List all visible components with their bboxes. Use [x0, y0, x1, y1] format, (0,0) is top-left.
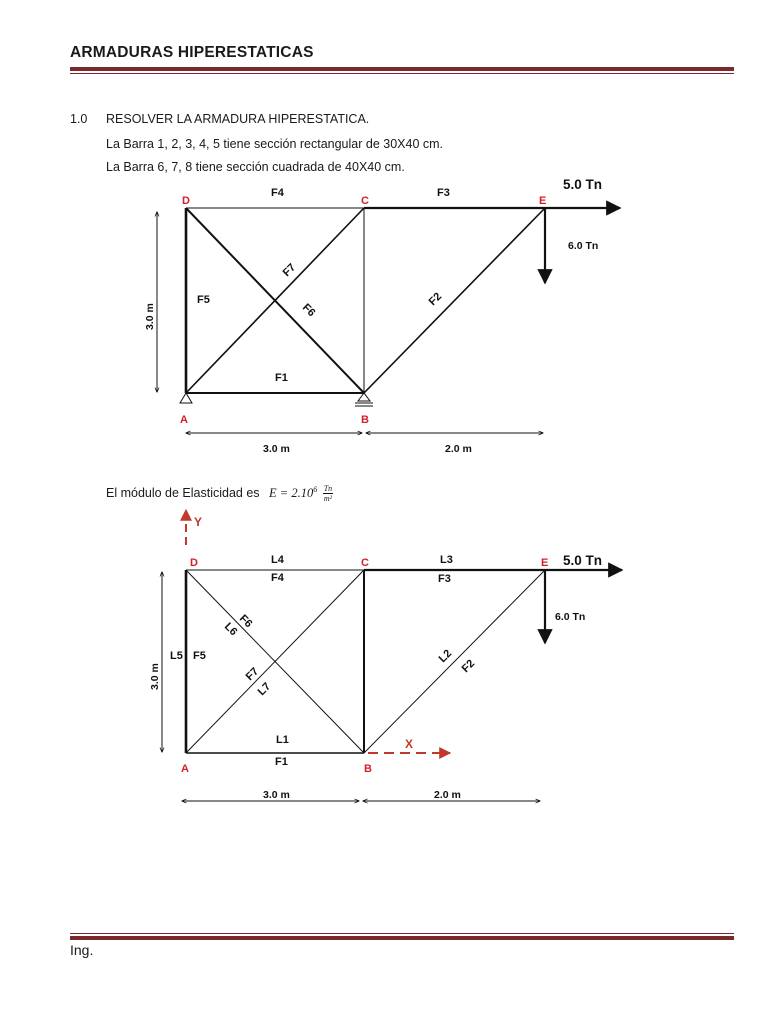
problem-line-2: La Barra 6, 7, 8 tiene sección cuadrada de 40X40 cm. — [106, 160, 405, 174]
footer-text: Ing. — [70, 942, 94, 958]
force-label-f4: F4 — [271, 572, 284, 584]
load2-label-horizontal: 5.0 Tn — [563, 553, 603, 568]
load-label-horizontal: 5.0 Tn — [563, 177, 603, 192]
force-label-f5: F5 — [193, 650, 206, 662]
member-label-f6: F6 — [299, 301, 318, 320]
node-label-b: B — [361, 414, 369, 426]
length-label-l6: L6 — [221, 620, 240, 639]
dim-label-span2: 2.0 m — [445, 443, 472, 455]
node2-label-c: C — [361, 557, 369, 569]
force-label-f1: F1 — [275, 756, 288, 768]
x-axis-label: X — [405, 737, 414, 751]
dim-label-span1: 3.0 m — [263, 443, 290, 455]
load2-label-vertical: 6.0 Tn — [555, 611, 586, 623]
member-label-f1: F1 — [275, 372, 288, 384]
modulus-exponent: 6 — [313, 484, 318, 494]
node2-label-b: B — [364, 763, 372, 775]
force-label-f7: F7 — [243, 665, 262, 684]
node2-label-d: D — [190, 557, 198, 569]
footer-rule-thin — [70, 933, 734, 934]
modulus-lhs: E = 2.10 — [269, 485, 314, 500]
problem-number: 1.0 — [70, 112, 88, 126]
modulus-text: El módulo de Elasticidad es — [106, 485, 260, 500]
force-label-f6: F6 — [236, 612, 255, 631]
node-label-e: E — [539, 195, 547, 207]
node2-label-e: E — [541, 557, 549, 569]
node-label-c: C — [361, 195, 369, 207]
problem-line-1: La Barra 1, 2, 3, 4, 5 tiene sección rectangular de 30X40 cm. — [106, 137, 444, 151]
length-label-l3: L3 — [440, 554, 453, 566]
modulus-unit-den: m² — [323, 494, 333, 503]
dim2-label-span2: 2.0 m — [434, 789, 461, 801]
node2-label-a: A — [181, 763, 189, 775]
length-label-l1: L1 — [276, 734, 289, 746]
member-label-f2: F2 — [426, 290, 445, 309]
member-label-f7: F7 — [280, 261, 299, 280]
problem-statement: RESOLVER LA ARMADURA HIPERESTATICA. — [106, 112, 370, 126]
page-header-title: ARMADURAS HIPERESTATICAS — [70, 44, 314, 61]
node-label-d: D — [182, 195, 190, 207]
member2-f2 — [364, 570, 545, 753]
length-label-l4: L4 — [271, 554, 284, 566]
node-label-a: A — [180, 414, 188, 426]
load-label-vertical: 6.0 Tn — [568, 240, 599, 252]
dim2-label-span1: 3.0 m — [263, 789, 290, 801]
force-label-f3: F3 — [438, 573, 451, 585]
member-label-f4: F4 — [271, 187, 284, 199]
y-axis-label: Y — [194, 515, 203, 529]
length-label-l2: L2 — [436, 647, 455, 666]
modulus-unit-num: Tn — [323, 484, 333, 493]
dim-label-height: 3.0 m — [144, 303, 156, 330]
length-label-l5: L5 — [170, 650, 183, 662]
force-label-f2: F2 — [459, 657, 478, 676]
footer-rule-thick — [70, 936, 734, 940]
member-label-f5: F5 — [197, 294, 210, 306]
dim2-label-height: 3.0 m — [149, 663, 161, 690]
member-label-f3: F3 — [437, 187, 450, 199]
length-label-l7: L7 — [255, 680, 274, 699]
